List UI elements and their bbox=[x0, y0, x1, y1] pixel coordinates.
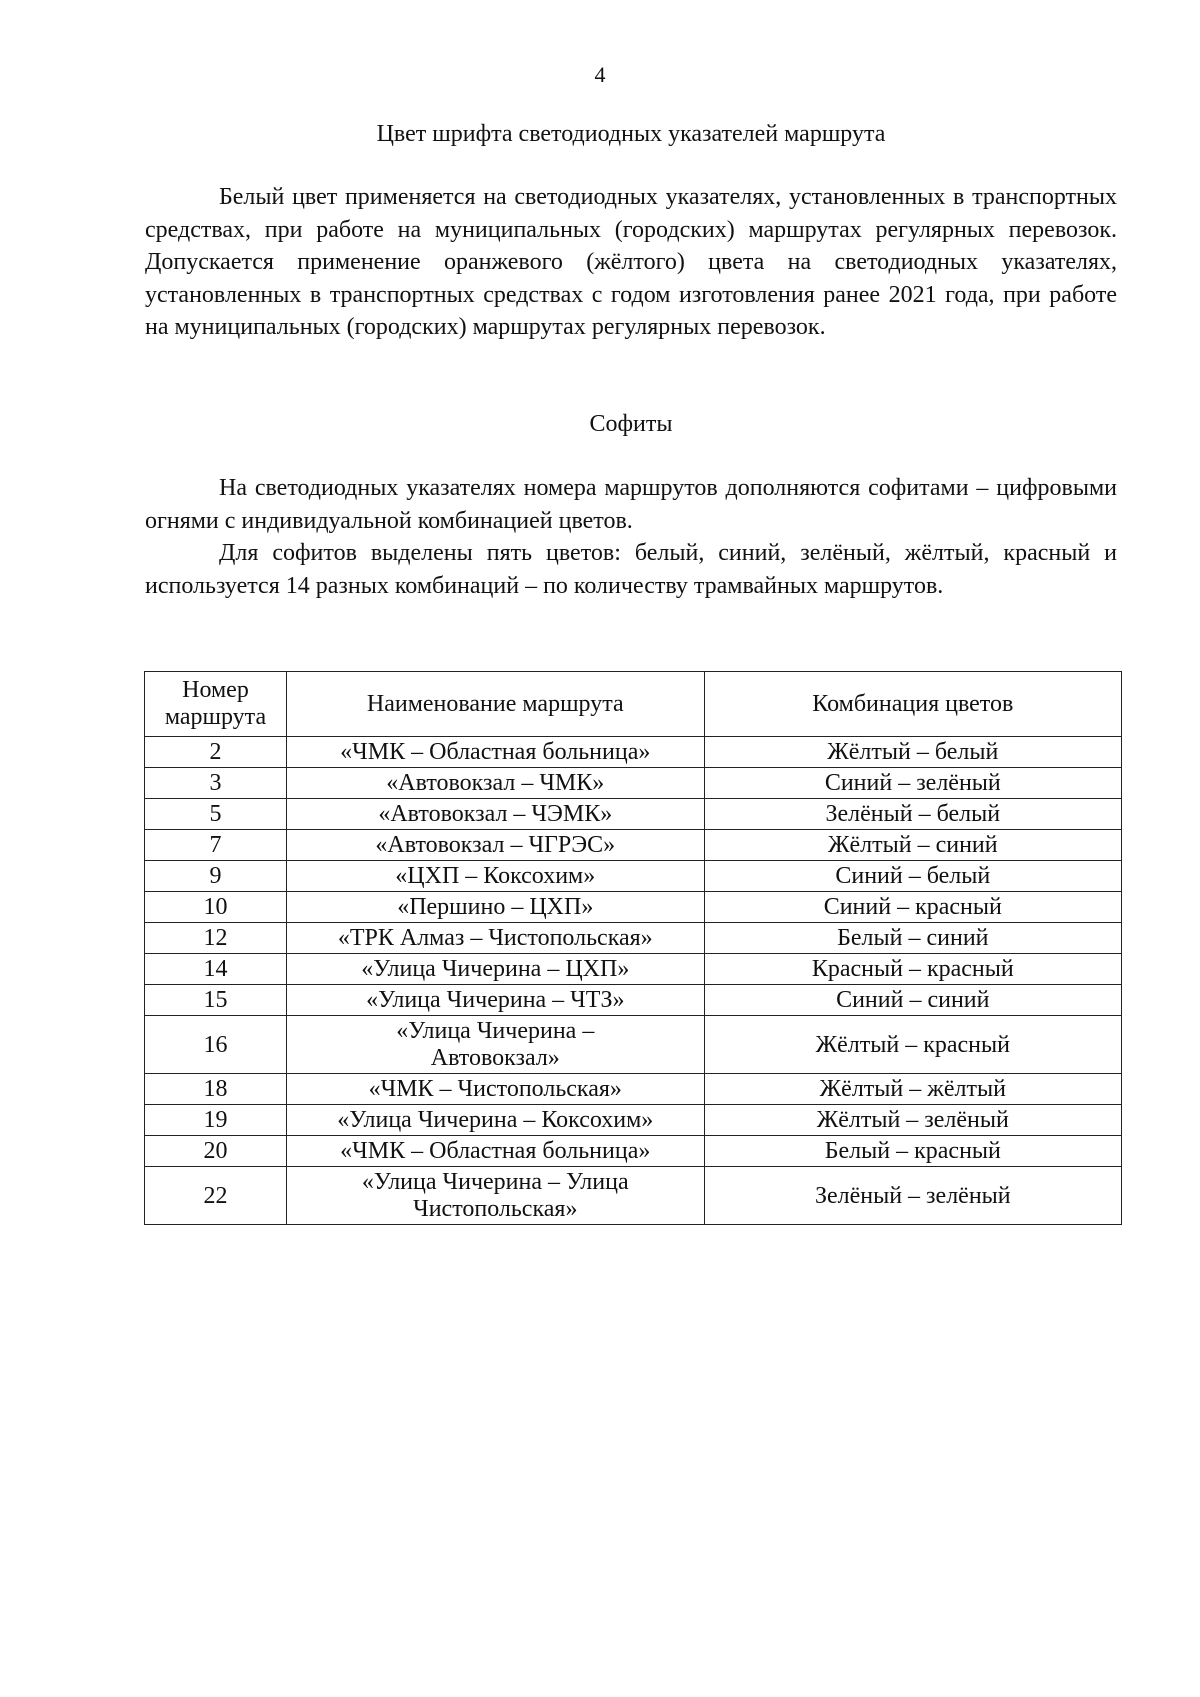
color-combination: Жёлтый – жёлтый bbox=[704, 1074, 1121, 1105]
route-number: 14 bbox=[145, 954, 287, 985]
table-row bbox=[145, 985, 1122, 1016]
table-row bbox=[145, 830, 1122, 861]
route-name: «ЦХП – Коксохим» bbox=[286, 861, 704, 892]
section-heading-sofits: Софиты bbox=[589, 411, 673, 437]
routes-color-table bbox=[144, 671, 1122, 1225]
route-name: «ТРК Алмаз – Чистопольская» bbox=[286, 923, 704, 954]
color-combination: Жёлтый – зелёный bbox=[704, 1105, 1121, 1136]
table-row bbox=[145, 768, 1122, 799]
header-route-name: Наименование маршрута bbox=[286, 672, 704, 737]
paragraph-sofits-colors: Для софитов выделены пять цветов: белый, синий, зелёный, жёлтый, красный и используется 14 разных комбинаций – по количеству трамвайных маршрутов. bbox=[145, 540, 1117, 599]
route-number: 16 bbox=[145, 1016, 287, 1074]
table-row bbox=[145, 737, 1122, 768]
paragraph-font-color: Белый цвет применяется на светодиодных указателях, установленных в транспортных средствах, при работе на муниципальных (городских) маршрутах регулярных перевозок. Допускается применение оранжевого (жёлтого) цвета на светодиодных указателях, установленных в транспортных средствах с годом изготовления ранее 2021 года, при работе на муниципальных (городских) маршрутах регулярных перевозок. bbox=[145, 184, 1117, 340]
route-name: «ЧМК – Чистопольская» bbox=[286, 1074, 704, 1105]
table-row bbox=[145, 1016, 1122, 1074]
table-row bbox=[145, 954, 1122, 985]
route-number: 3 bbox=[145, 768, 287, 799]
table-row bbox=[145, 799, 1122, 830]
table-row bbox=[145, 1136, 1122, 1167]
route-number: 20 bbox=[145, 1136, 287, 1167]
route-number: 12 bbox=[145, 923, 287, 954]
route-number: 2 bbox=[145, 737, 287, 768]
color-combination: Жёлтый – синий bbox=[704, 830, 1121, 861]
color-combination: Жёлтый – белый bbox=[704, 737, 1121, 768]
route-name: «Улица Чичерина – Улица Чистопольская» bbox=[286, 1167, 704, 1225]
color-combination: Синий – зелёный bbox=[704, 768, 1121, 799]
table-row bbox=[145, 892, 1122, 923]
route-name: «Автовокзал – ЧМК» bbox=[286, 768, 704, 799]
table-row bbox=[145, 861, 1122, 892]
route-number: 5 bbox=[145, 799, 287, 830]
route-number: 19 bbox=[145, 1105, 287, 1136]
route-name: «ЧМК – Областная больница» bbox=[286, 1136, 704, 1167]
table-row bbox=[145, 923, 1122, 954]
header-route-number: Номер маршрута bbox=[145, 672, 287, 737]
route-number: 15 bbox=[145, 985, 287, 1016]
route-name: «Улица Чичерина – ЦХП» bbox=[286, 954, 704, 985]
color-combination: Зелёный – белый bbox=[704, 799, 1121, 830]
route-number: 9 bbox=[145, 861, 287, 892]
table-header-row bbox=[145, 672, 1122, 737]
route-number: 7 bbox=[145, 830, 287, 861]
color-combination: Жёлтый – красный bbox=[704, 1016, 1121, 1074]
color-combination: Синий – белый bbox=[704, 861, 1121, 892]
route-number: 22 bbox=[145, 1167, 287, 1225]
color-combination: Белый – красный bbox=[704, 1136, 1121, 1167]
route-name: «Автовокзал – ЧГРЭС» bbox=[286, 830, 704, 861]
color-combination: Зелёный – зелёный bbox=[704, 1167, 1121, 1225]
header-color-combination: Комбинация цветов bbox=[704, 672, 1121, 737]
color-combination: Белый – синий bbox=[704, 923, 1121, 954]
route-name: «Першино – ЦХП» bbox=[286, 892, 704, 923]
route-name: «Улица Чичерина – Коксохим» bbox=[286, 1105, 704, 1136]
color-combination: Синий – красный bbox=[704, 892, 1121, 923]
color-combination: Синий – синий bbox=[704, 985, 1121, 1016]
route-name: «Улица Чичерина – Автовокзал» bbox=[286, 1016, 704, 1074]
route-number: 18 bbox=[145, 1074, 287, 1105]
color-combination: Красный – красный bbox=[704, 954, 1121, 985]
table-row bbox=[145, 1167, 1122, 1225]
route-number: 10 bbox=[145, 892, 287, 923]
table-row bbox=[145, 1074, 1122, 1105]
route-name: «ЧМК – Областная больница» bbox=[286, 737, 704, 768]
route-name: «Улица Чичерина – ЧТЗ» bbox=[286, 985, 704, 1016]
section-heading-font-color: Цвет шрифта светодиодных указателей маршрута bbox=[376, 121, 886, 147]
page-number: 4 bbox=[594, 62, 606, 87]
table-row bbox=[145, 1105, 1122, 1136]
paragraph-sofits-intro: На светодиодных указателях номера маршрутов дополняются софитами – цифровыми огнями с индивидуальной комбинацией цветов. bbox=[145, 475, 1117, 534]
route-name: «Автовокзал – ЧЭМК» bbox=[286, 799, 704, 830]
